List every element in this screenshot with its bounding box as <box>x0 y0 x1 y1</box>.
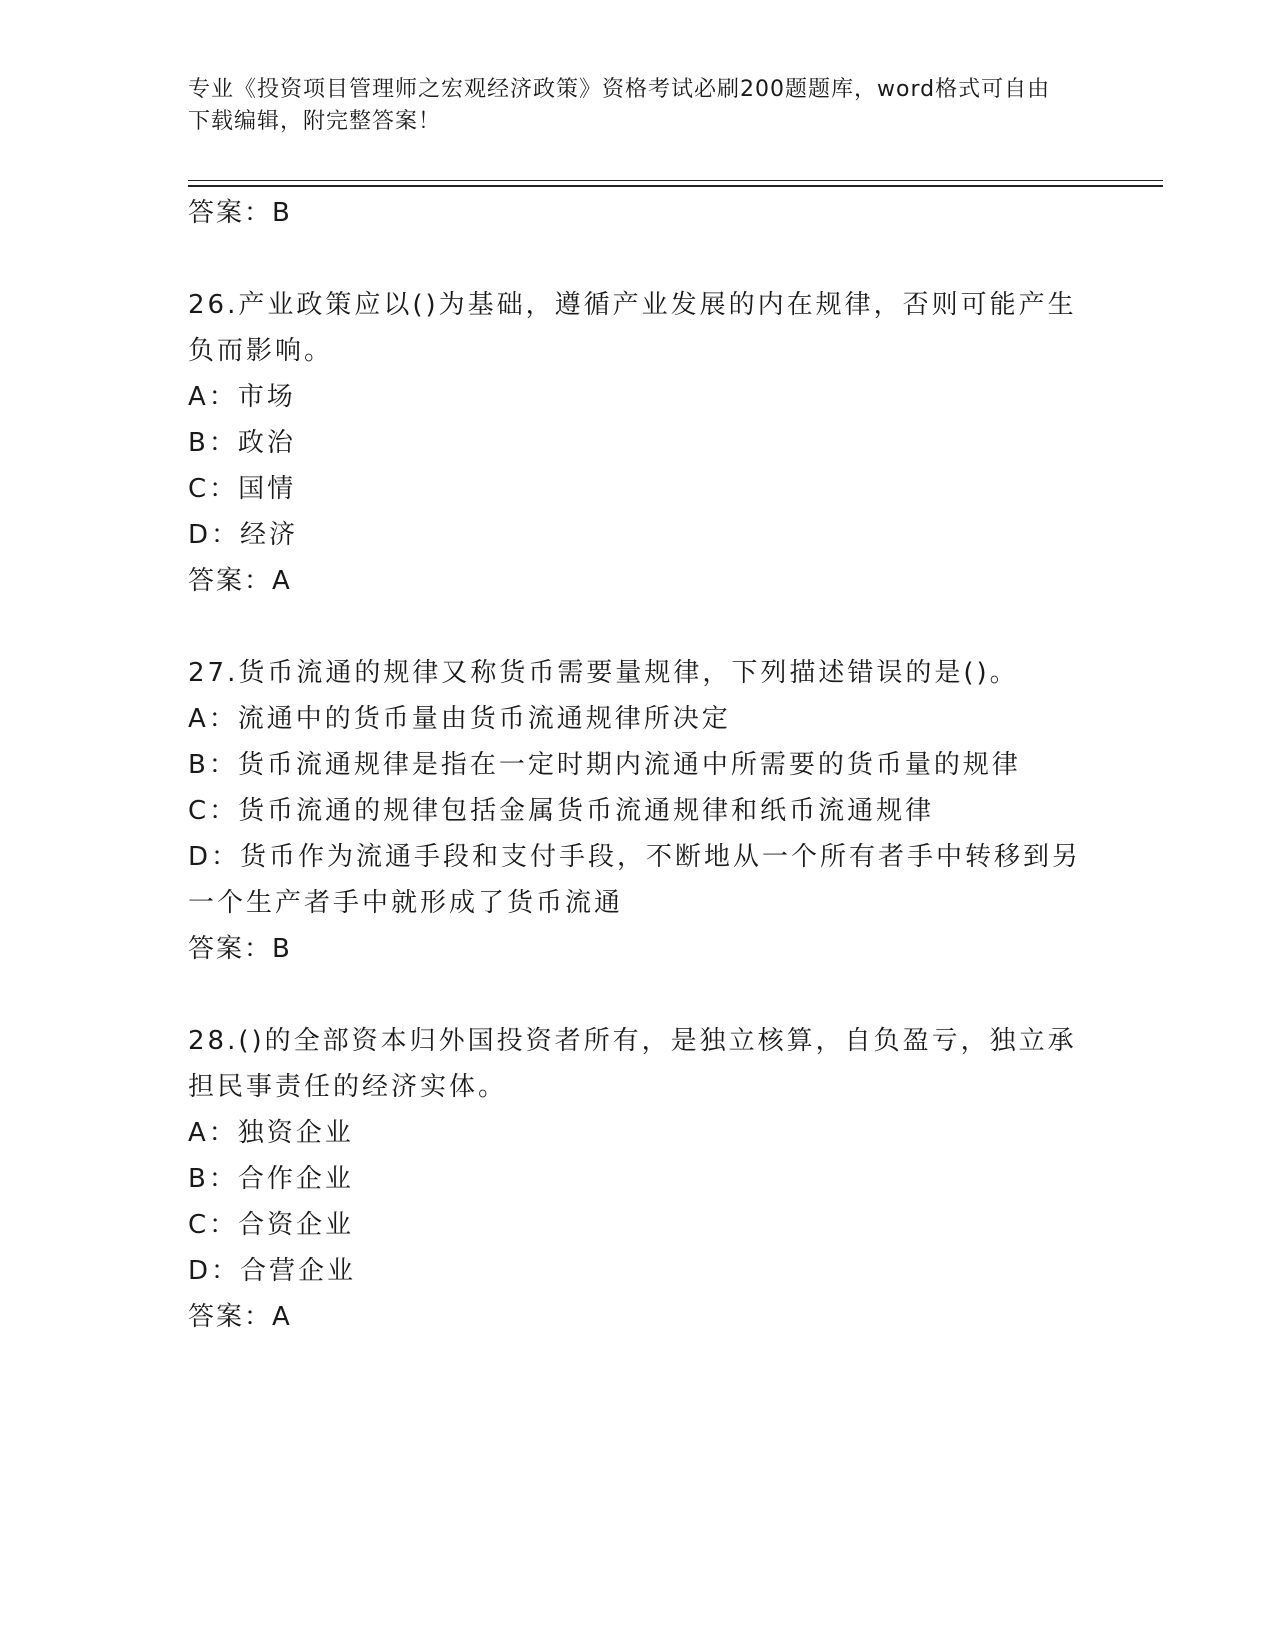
header-divider-thin <box>188 180 1163 181</box>
question-stem: 担民事责任的经济实体。 <box>188 1072 508 1102</box>
answer-line: 答案：A <box>188 566 292 596</box>
question-stem: 负而影响。 <box>188 336 334 366</box>
option-d: D：货币作为流通手段和支付手段，不断地从一个所有者手中转移到另 <box>188 842 1082 872</box>
option-a: A：市场 <box>188 382 296 412</box>
question-26 <box>188 282 1088 604</box>
option-c: C：货币流通的规律包括金属货币流通规律和纸币流通规律 <box>188 796 935 826</box>
answer-line: 答案：A <box>188 1302 292 1332</box>
answer-line: 答案：B <box>188 934 292 964</box>
question-list <box>188 190 1088 1340</box>
question-stem: 27.货币流通的规律又称货币需要量规律，下列描述错误的是()。 <box>188 658 1019 688</box>
option-d: D：经济 <box>188 520 299 550</box>
question-stem: 26.产业政策应以()为基础，遵循产业发展的内在规律，否则可能产生 <box>188 290 1077 320</box>
header-divider-thick <box>188 185 1163 187</box>
option-c: C：国情 <box>188 474 297 504</box>
option-c: C：合资企业 <box>188 1210 355 1240</box>
question-27 <box>188 650 1088 972</box>
question-28 <box>188 1018 1088 1340</box>
answer-line: 答案：B <box>188 198 292 228</box>
page-header: 专业《投资项目管理师之宏观经济政策》资格考试必刷200题题库，word格式可自由下载编辑，附完整答案！ <box>188 77 1051 134</box>
option-b: B：政治 <box>188 428 296 458</box>
option-b: B：合作企业 <box>188 1164 354 1194</box>
option-a: A：独资企业 <box>188 1118 354 1148</box>
option-d-continued: 一个生产者手中就形成了货币流通 <box>188 888 624 918</box>
question-stem: 28.()的全部资本归外国投资者所有，是独立核算，自负盈亏，独立承 <box>188 1026 1077 1056</box>
option-b: B：货币流通规律是指在一定时期内流通中所需要的货币量的规律 <box>188 750 1021 780</box>
option-d: D：合营企业 <box>188 1256 357 1286</box>
option-a: A：流通中的货币量由货币流通规律所决定 <box>188 704 731 734</box>
